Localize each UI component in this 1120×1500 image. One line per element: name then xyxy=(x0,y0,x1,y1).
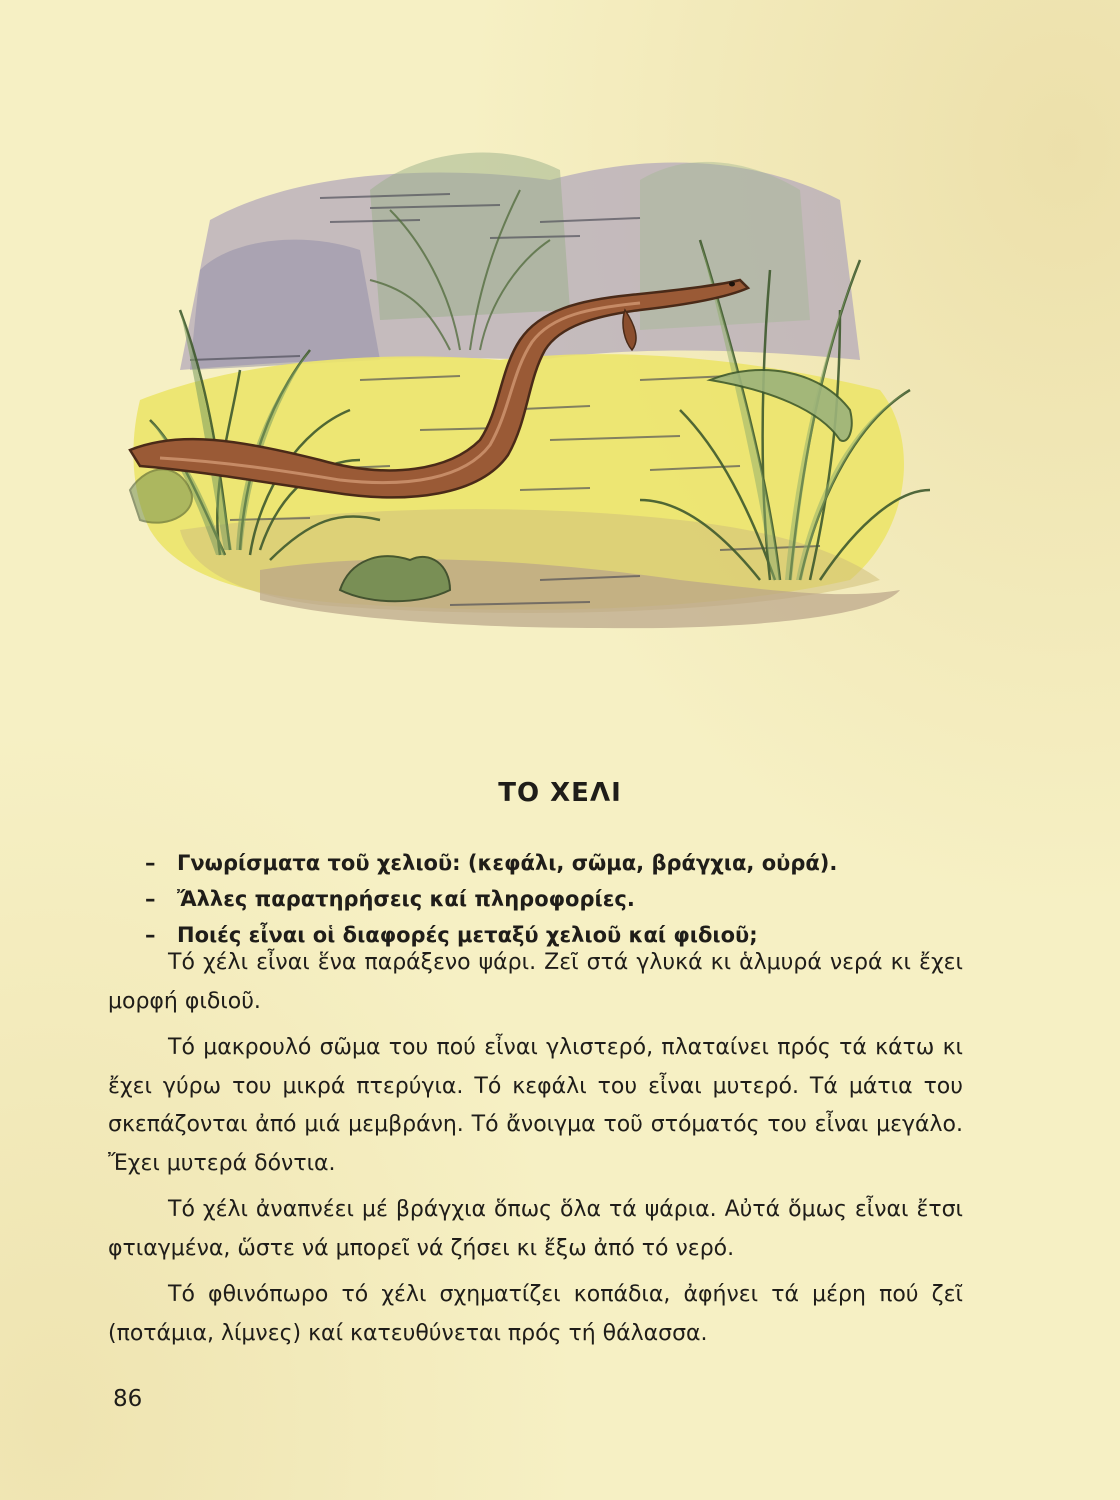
question-item xyxy=(145,881,945,917)
questions-list xyxy=(145,845,945,953)
question-text: Ποιές εἶναι οἱ διαφορές μεταξύ χελιοῦ καί φιδιοῦ; xyxy=(177,923,758,947)
paragraph: Τό χέλι εἶναι ἕνα παράξενο ψάρι. Ζεῖ στά γλυκά κι ἁλμυρά νερά κι ἔχει μορφή φιδιοῦ. xyxy=(108,950,963,1014)
question-item xyxy=(145,845,945,881)
question-text: Ἄλλες παρατηρήσεις καί πληροφορίες. xyxy=(177,887,635,911)
dash: – xyxy=(145,887,156,911)
eel-illustration xyxy=(120,110,940,650)
paragraph: Τό χέλι ἀναπνέει μέ βράγχια ὅπως ὅλα τά ψάρια. Αὐτά ὅμως εἶναι ἔτσι φτιαγμένα, ὥστε νά μπορεῖ νά ζήσει κι ἔξω ἀπό τό νερό. xyxy=(108,1197,963,1261)
dash: – xyxy=(145,851,156,875)
background-wash-left xyxy=(190,240,380,370)
eel-eye xyxy=(729,282,735,287)
body-text xyxy=(108,944,963,1361)
page-number: 86 xyxy=(113,1386,143,1412)
page-title: ΤΟ ΧΕΛΙ xyxy=(498,778,622,808)
dash: – xyxy=(145,923,156,947)
paragraph: Τό μακρουλό σῶμα του πού εἶναι γλιστερό, πλαταίνει πρός τά κάτω κι ἔχει γύρω του μικρά πτερύγια. Τό κεφάλι του εἶναι μυτερό. Τά μάτια του σκεπάζονται ἀπό μιά μεμβράνη. Τό ἄνοιγμα τοῦ στόματός του εἶναι μεγάλο. Ἔχει μυτερά δόντια. xyxy=(108,1035,963,1176)
paragraph: Τό φθινόπωρο τό χέλι σχηματίζει κοπάδια, ἀφήνει τά μέρη πού ζεῖ (ποτάμια, λίμνες) καί κατευθύνεται πρός τή θάλασσα. xyxy=(108,1282,963,1346)
question-text: Γνωρίσματα τοῦ χελιοῦ: (κεφάλι, σῶμα, βράγχια, οὐρά). xyxy=(177,851,838,875)
